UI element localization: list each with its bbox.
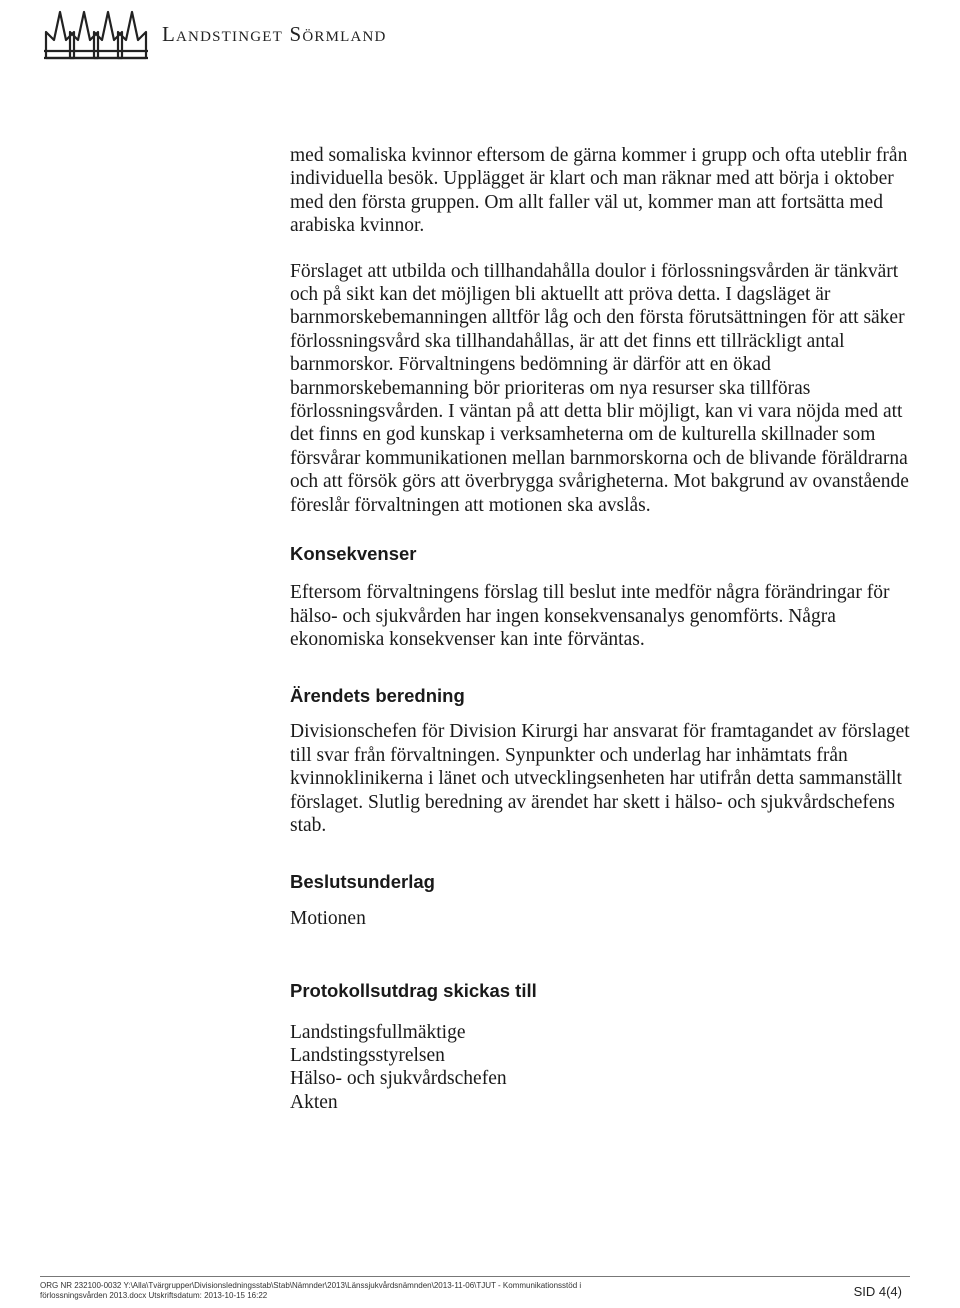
- recipient-list: [290, 1021, 910, 1114]
- page-number: SID 4(4): [853, 1284, 902, 1299]
- recipient-item: Landstingsstyrelsen: [290, 1045, 445, 1067]
- beredning-text: Divisionschefen för Division Kirurgi har ansvarat för framtagandet av förslaget till svar från förvaltningen. Synpunkter och underlag har inhämtats från kvinnoklinikerna i länet och utvecklingsenheten har utifrån detta sammanställt förslaget. Slutlig beredning av ärendet har skett i hälso- och sjukvårdschefens stab.: [290, 721, 910, 836]
- konsekvenser-text: Eftersom förvaltningens förslag till beslut inte medför några förändringar för hälso- och sjukvården har ingen konsekvensanalys genomförts. Några ekonomiska konsekvenser kan inte förväntas.: [290, 582, 890, 650]
- footer-divider: [40, 1276, 910, 1277]
- body-paragraph-1: med somaliska kvinnor eftersom de gärna kommer i grupp och ofta uteblir från individuella besök. Upplägget är klart och man räknar med att börja i oktober med den första gruppen. Om allt faller väl ut, kommer man att fortsätta med arabiska kvinnor.: [290, 145, 908, 237]
- heading-protokollsutdrag: Protokollsutdrag skickas till: [290, 979, 537, 1001]
- recipient-item: Hälso- och sjukvårdschefen: [290, 1068, 507, 1090]
- body-paragraph-2: Förslaget att utbilda och tillhandahålla doulor i förlossningsvården är tänkvärt och på sikt kan det möjligen bli aktuellt att pröva detta. I dagsläget är barnmorskebemanningen alltför låg och den första förutsättningen för att säker förlossningsvård ska tillhandahållas, är att det finns ett tillräckligt antal barnmorskor. Förvaltningens bedömning är därför att en ökad barnmorskebemanning bör prioriteras om nya resurser ska tillföras förlossningsvården. I väntan på att detta blir möjligt, kan vi vara nöjda med att det finns en god kunskap i verksamheterna om de kulturella skillnader som försvårar kommunikationen mellan barnmorskorna och de blivande föräldrarna och att försök görs att överbrygga svårigheterna. Mot bakgrund av ovanstående föreslår förvaltningen att motionen ska avslås.: [290, 260, 909, 516]
- brand-name: Landstinget Sörmland: [162, 21, 387, 46]
- heading-beslutsunderlag: Beslutsunderlag: [290, 871, 435, 893]
- footer: [40, 1281, 910, 1301]
- heading-arendets-beredning: Ärendets beredning: [290, 685, 465, 707]
- heading-konsekvenser: Konsekvenser: [290, 543, 417, 565]
- footer-print-line: förlossningsvården 2013.docx Utskriftsdatum: 2013-10-15 16:22: [40, 1291, 268, 1300]
- beslutsunderlag-text: Motionen: [290, 908, 366, 930]
- recipient-item: Akten: [290, 1091, 338, 1113]
- footer-path-line: ORG NR 232100-0032 Y:\Alla\Tvärgrupper\Divisionsledningsstab\Stab\Nämnder\2013\Länssjukvårdsnämnden\2013-11-06\TJUT - Kommunikationsstöd i: [40, 1281, 582, 1290]
- document-body: [290, 144, 910, 1114]
- recipient-item: Landstingsfullmäktige: [290, 1021, 466, 1043]
- landstinget-logo-icon: [40, 6, 152, 62]
- header: [40, 4, 387, 64]
